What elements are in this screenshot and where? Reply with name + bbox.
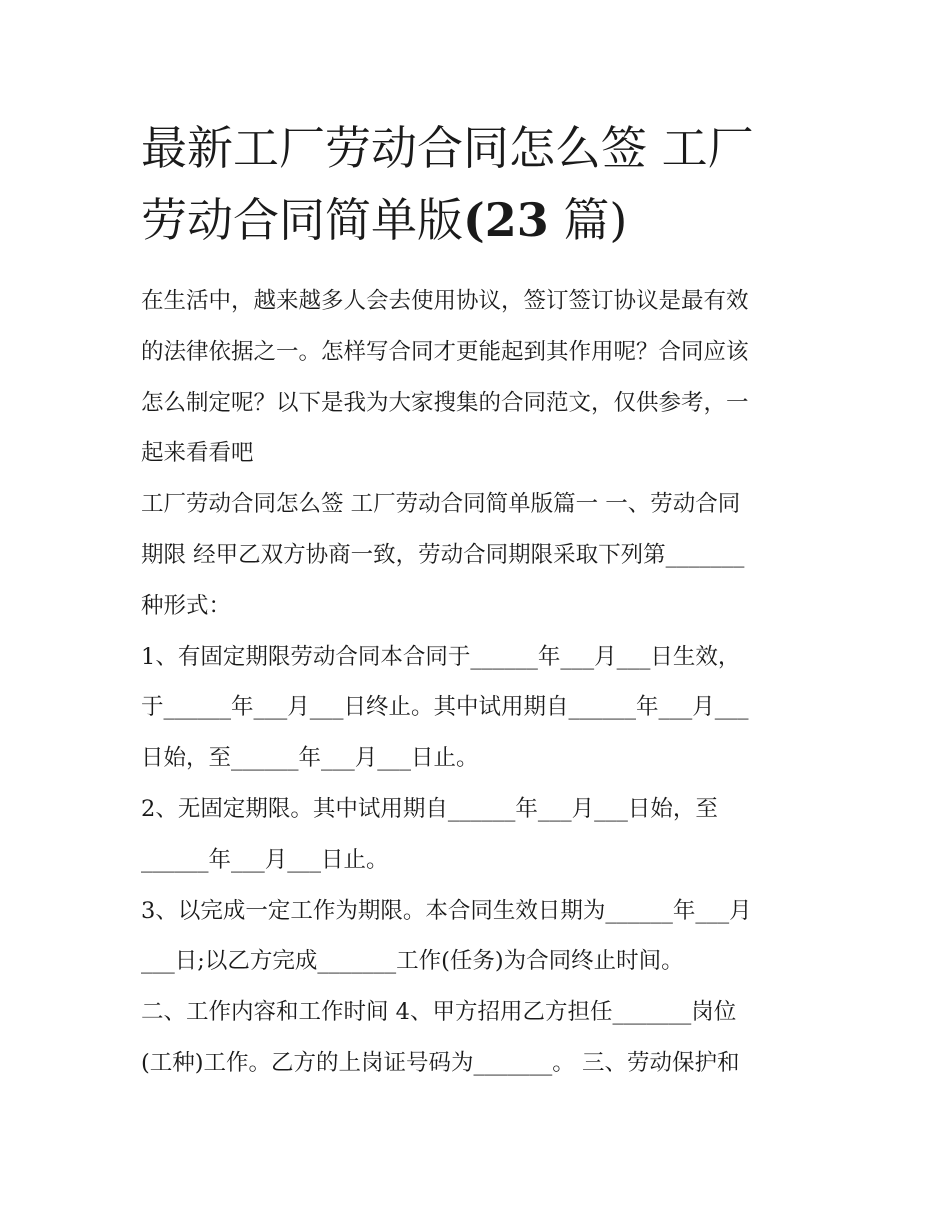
intro-line: 怎么制定呢？以下是我为大家搜集的合同范文，仅供参考，一: [141, 389, 749, 416]
intro-paragraph: [141, 276, 813, 479]
document-page: [141, 112, 813, 1089]
intro-line: 起来看看吧: [141, 440, 254, 467]
item-1-paragraph: [141, 632, 813, 784]
item-2-line: ______年___月___日止。: [141, 846, 389, 873]
section-2-paragraph: [141, 987, 813, 1089]
intro-line: 的法律依据之一。怎样写合同才更能起到其作用呢？合同应该: [141, 338, 749, 365]
title-count: (23: [463, 193, 549, 247]
item-3-paragraph: [141, 886, 813, 988]
title-line-2: [141, 184, 813, 256]
item-3-line: ___日;以乙方完成_______工作(任务)为合同终止时间。: [141, 948, 684, 975]
title-line-1: 最新工厂劳动合同怎么签 工厂: [141, 121, 754, 175]
title-line-2-end: 篇): [548, 193, 628, 247]
item-1-line: 1、有固定期限劳动合同本合同于______年___月___日生效，: [141, 643, 741, 670]
section-1-paragraph: [141, 479, 813, 631]
document-title: [141, 112, 813, 256]
section-2-line: (工种)工作。乙方的上岗证号码为_______。 三、劳动保护和: [141, 1049, 740, 1076]
item-3-line: 3、以完成一定工作为期限。本合同生效日期为______年___月: [141, 897, 752, 924]
item-1-line: 于______年___月___日终止。其中试用期自______年___月___: [141, 694, 749, 721]
section-1-line: 期限 经甲乙双方协商一致，劳动合同期限采取下列第_______: [141, 541, 745, 568]
section-1-line: 工厂劳动合同怎么签 工厂劳动合同简单版篇一 一、劳动合同: [141, 491, 741, 518]
title-line-2-text: 劳动合同简单版: [141, 193, 463, 247]
section-2-line: 二、工作内容和工作时间 4、甲方招用乙方担任_______岗位: [141, 999, 737, 1026]
item-1-line: 日始，至______年___月___日止。: [141, 745, 479, 772]
intro-line: 在生活中，越来越多人会去使用协议，签订签订协议是最有效: [141, 288, 749, 314]
item-2-line: 2、无固定期限。其中试用期自______年___月___日始，至: [141, 795, 718, 822]
item-2-paragraph: [141, 784, 813, 886]
section-1-line: 种形式：: [141, 592, 232, 619]
